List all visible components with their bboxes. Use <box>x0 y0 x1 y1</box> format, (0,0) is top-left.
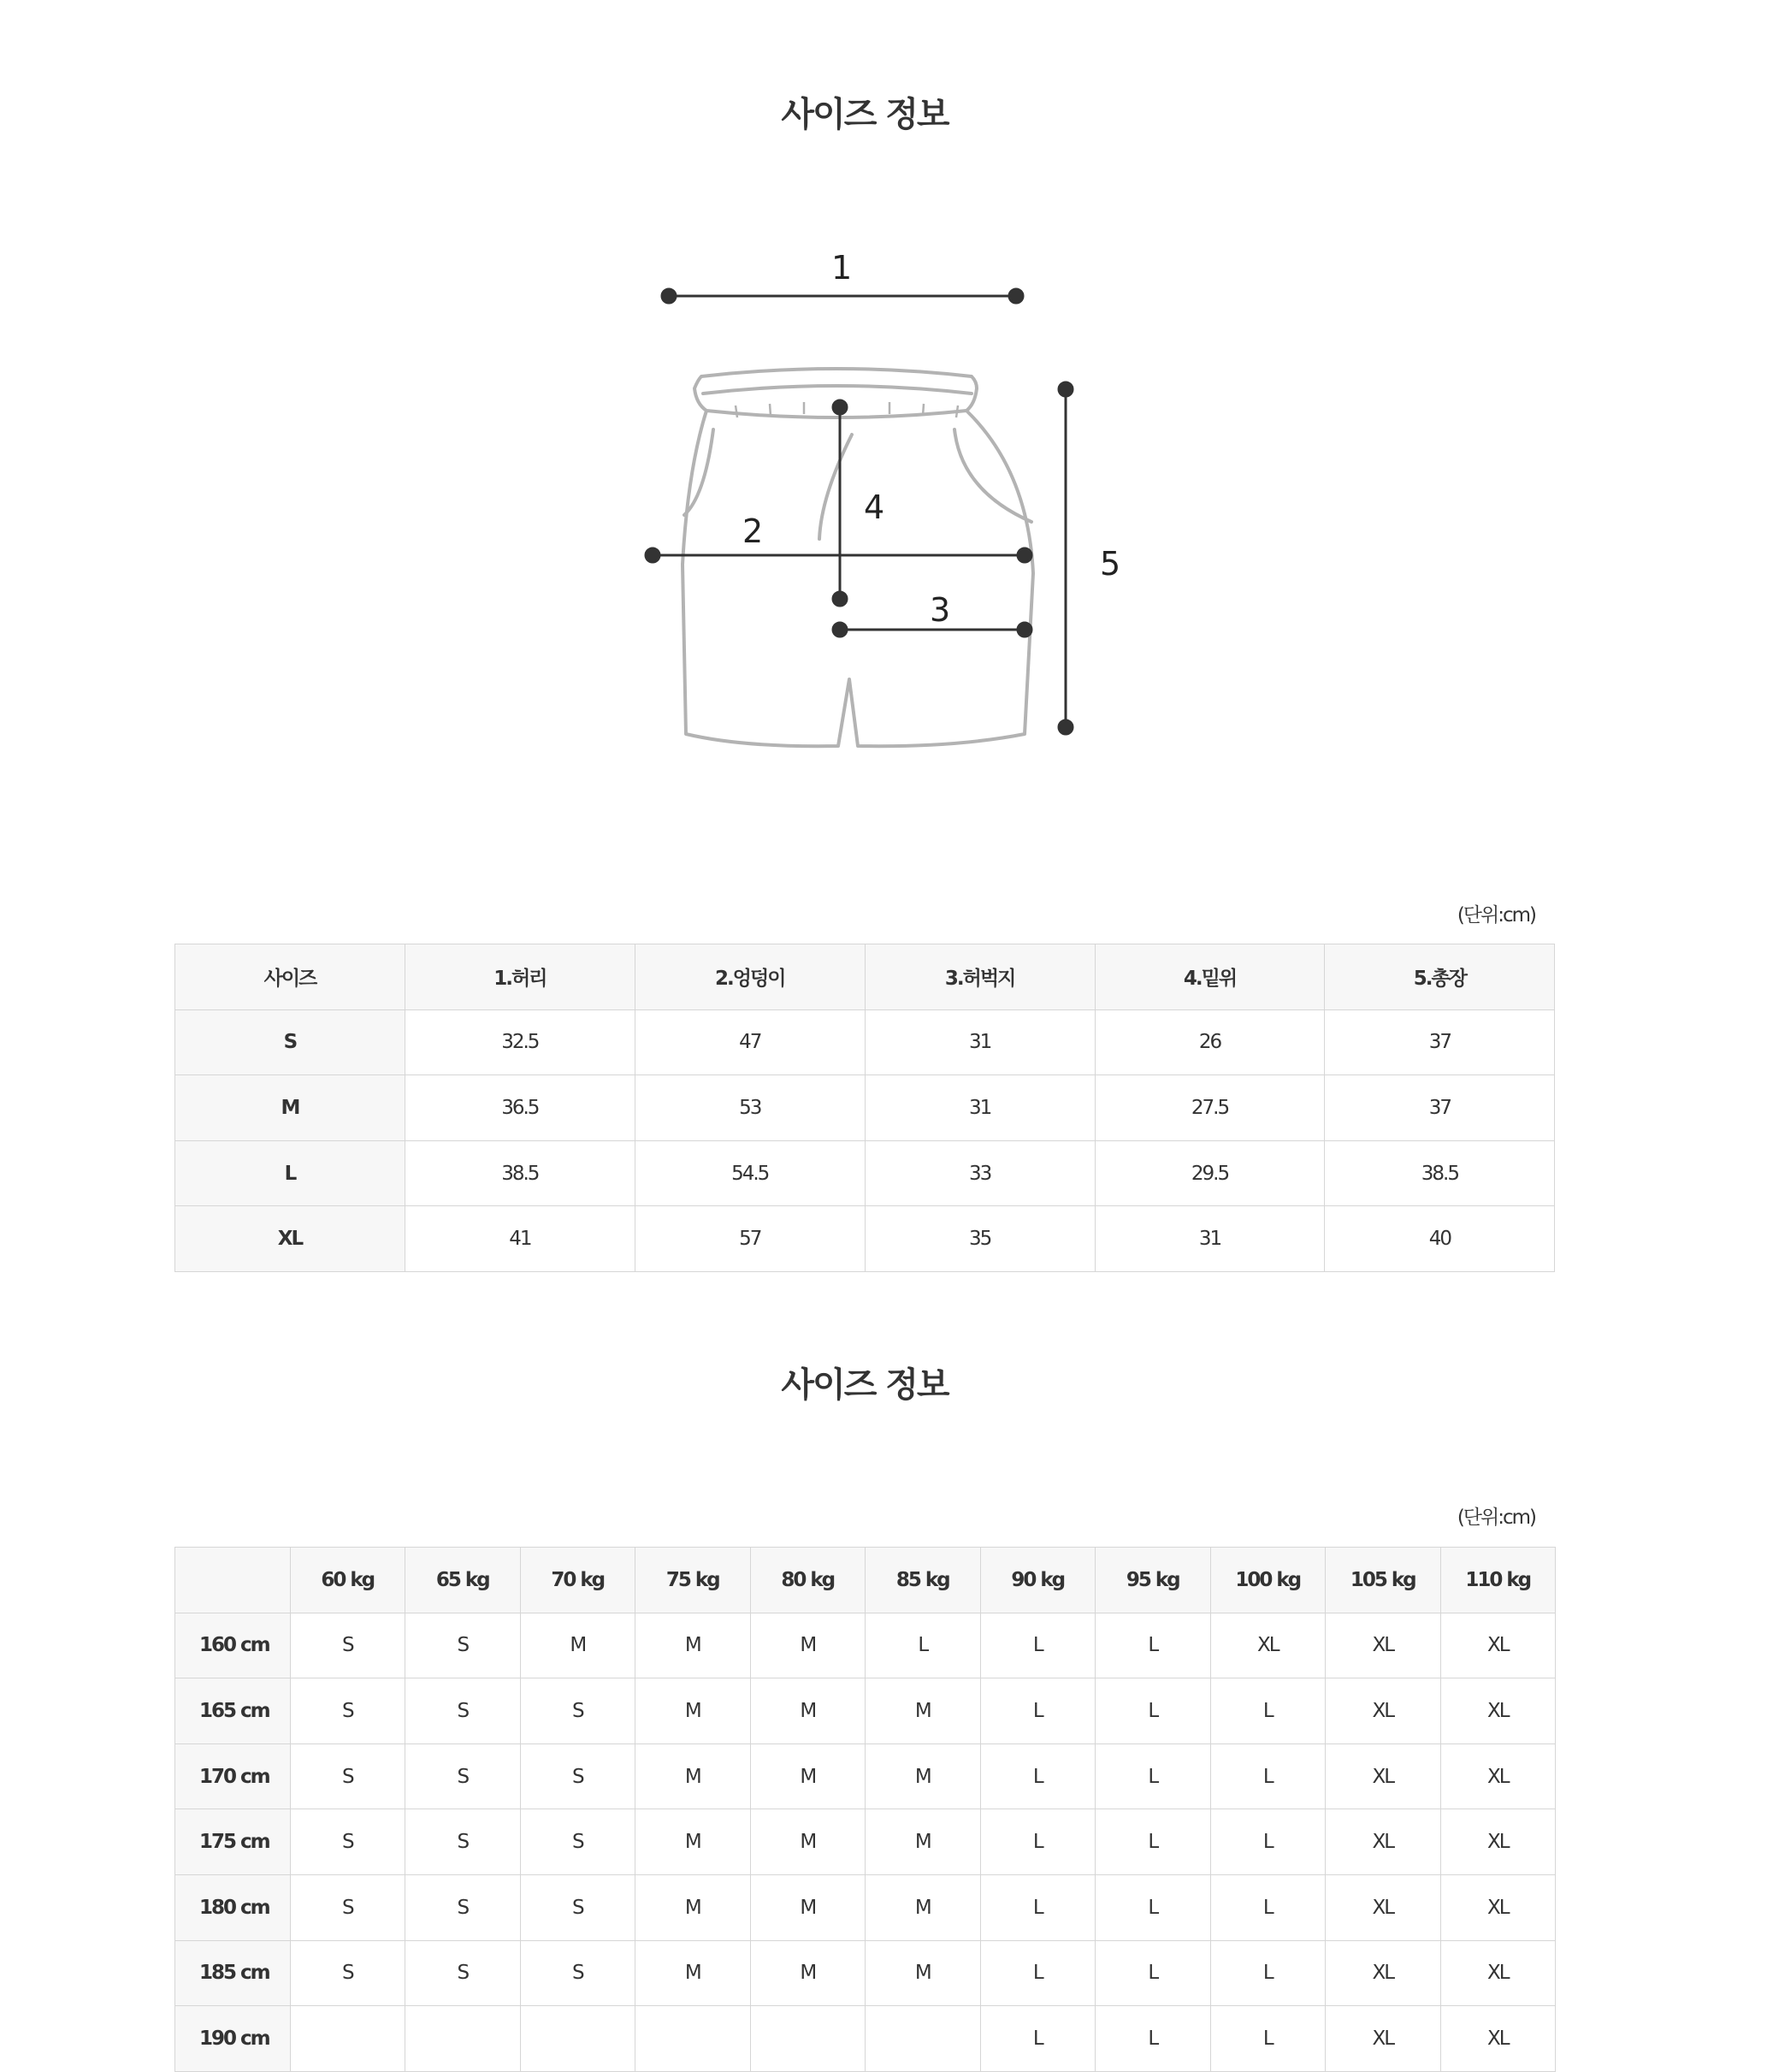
column-header: 2.엉덩이 <box>635 944 865 1010</box>
table-row <box>175 2006 1556 2072</box>
table-cell: L <box>1210 1940 1326 2006</box>
table-cell: XL <box>1210 1613 1326 1678</box>
table-row <box>175 1009 1555 1075</box>
table-cell: 36.5 <box>405 1075 635 1141</box>
table-cell: 31 <box>865 1075 1095 1141</box>
table-cell: XL <box>1326 1940 1441 2006</box>
column-header: 105 kg <box>1326 1548 1441 1613</box>
table-cell <box>290 2006 405 2072</box>
column-header: 1.허리 <box>405 944 635 1010</box>
table-cell: XL <box>1326 1678 1441 1744</box>
row-header: L <box>175 1140 405 1206</box>
table-cell: 31 <box>1095 1206 1325 1272</box>
table-row <box>175 1678 1556 1744</box>
row-header: 175 cm <box>175 1809 291 1875</box>
table-cell: M <box>750 1940 866 2006</box>
column-header: 사이즈 <box>175 944 405 1010</box>
table-cell <box>866 2006 981 2072</box>
table-cell: 26 <box>1095 1009 1325 1075</box>
column-header: 70 kg <box>520 1548 635 1613</box>
table-cell: XL <box>1326 1743 1441 1809</box>
table-cell: M <box>750 1613 866 1678</box>
table-cell: XL <box>1326 1809 1441 1875</box>
table-cell: L <box>1096 2006 1211 2072</box>
table-cell: 41 <box>405 1206 635 1272</box>
label-4: 4 <box>864 488 885 526</box>
row-header: 180 cm <box>175 1874 291 1940</box>
table-cell: S <box>405 1613 521 1678</box>
waistband-inner <box>703 386 972 394</box>
row-header: 170 cm <box>175 1743 291 1809</box>
size-table <box>174 944 1555 1272</box>
table-cell <box>520 2006 635 2072</box>
column-header: 3.허벅지 <box>865 944 1095 1010</box>
table-cell: 37 <box>1325 1075 1555 1141</box>
table-row <box>175 1075 1555 1141</box>
size-recommendation-table <box>174 1547 1556 2072</box>
table-cell: M <box>750 1809 866 1875</box>
row-header: M <box>175 1075 405 1141</box>
table-cell: L <box>980 1678 1096 1744</box>
table-cell: 31 <box>865 1009 1095 1075</box>
table-cell: XL <box>1440 1613 1556 1678</box>
table-cell: L <box>980 1874 1096 1940</box>
table-cell: 38.5 <box>1325 1140 1555 1206</box>
table-cell: M <box>866 1678 981 1744</box>
table-cell: S <box>520 1743 635 1809</box>
table-row <box>175 1809 1556 1875</box>
column-header: 60 kg <box>290 1548 405 1613</box>
table-header-row <box>175 944 1555 1010</box>
table-cell: 54.5 <box>635 1140 865 1206</box>
table-cell: L <box>1210 1678 1326 1744</box>
table-cell: L <box>980 1613 1096 1678</box>
table-row <box>175 1206 1555 1272</box>
table-cell: XL <box>1440 1678 1556 1744</box>
table-cell: L <box>1096 1940 1211 2006</box>
table-cell: 35 <box>865 1206 1095 1272</box>
table-cell: L <box>980 2006 1096 2072</box>
row-header: S <box>175 1009 405 1075</box>
table-cell: L <box>1096 1678 1211 1744</box>
table-cell: L <box>1210 1743 1326 1809</box>
column-header: 65 kg <box>405 1548 521 1613</box>
table-cell: S <box>290 1678 405 1744</box>
table-cell: M <box>866 1874 981 1940</box>
shorts-body-outline <box>683 411 1033 746</box>
unit-label: (단위:cm) <box>1457 1507 1535 1529</box>
table-cell: 33 <box>865 1140 1095 1206</box>
table-cell: M <box>520 1613 635 1678</box>
label-3: 3 <box>930 591 951 629</box>
column-header: 110 kg <box>1440 1548 1556 1613</box>
table-cell: 32.5 <box>405 1009 635 1075</box>
column-header: 95 kg <box>1096 1548 1211 1613</box>
table-cell: 37 <box>1325 1009 1555 1075</box>
table-cell: L <box>1096 1613 1211 1678</box>
table-cell: L <box>1096 1874 1211 1940</box>
table-cell: 40 <box>1325 1206 1555 1272</box>
table-cell: XL <box>1326 2006 1441 2072</box>
table-cell: M <box>635 1613 751 1678</box>
table-cell <box>405 2006 521 2072</box>
table-row <box>175 1874 1556 1940</box>
table-cell: XL <box>1440 2006 1556 2072</box>
drawstring <box>819 435 852 539</box>
table-cell: L <box>1210 2006 1326 2072</box>
table-cell: L <box>1210 1874 1326 1940</box>
table-cell: XL <box>1440 1809 1556 1875</box>
table-cell: S <box>290 1940 405 2006</box>
table-cell: M <box>750 1874 866 1940</box>
shorts-measurement-diagram <box>616 240 1146 770</box>
table-cell: S <box>290 1874 405 1940</box>
column-header: 90 kg <box>980 1548 1096 1613</box>
table-cell: L <box>1096 1743 1211 1809</box>
label-1: 1 <box>831 249 853 287</box>
table-row <box>175 1743 1556 1809</box>
table-cell: L <box>866 1613 981 1678</box>
row-header: 190 cm <box>175 2006 291 2072</box>
table-cell <box>635 2006 751 2072</box>
table-row <box>175 1940 1556 2006</box>
table-cell: M <box>750 1678 866 1744</box>
table-cell: L <box>980 1743 1096 1809</box>
row-header: 165 cm <box>175 1678 291 1744</box>
table-cell: M <box>866 1743 981 1809</box>
table-cell: XL <box>1326 1874 1441 1940</box>
table-cell: S <box>520 1809 635 1875</box>
table-cell: S <box>290 1809 405 1875</box>
column-header: 75 kg <box>635 1548 751 1613</box>
table-cell: 29.5 <box>1095 1140 1325 1206</box>
row-header: XL <box>175 1206 405 1272</box>
table-cell: M <box>750 1743 866 1809</box>
section-title: 사이즈 정보 <box>781 1365 949 1405</box>
table-cell: 38.5 <box>405 1140 635 1206</box>
table-cell: S <box>405 1874 521 1940</box>
table-cell: M <box>866 1940 981 2006</box>
table-cell: S <box>405 1940 521 2006</box>
table-cell: XL <box>1326 1613 1441 1678</box>
section-title: 사이즈 정보 <box>781 95 949 134</box>
table-cell: M <box>635 1743 751 1809</box>
table-cell: M <box>635 1809 751 1875</box>
corner-cell <box>175 1548 291 1613</box>
table-cell: S <box>405 1743 521 1809</box>
table-cell: 57 <box>635 1206 865 1272</box>
table-row <box>175 1613 1556 1678</box>
table-cell: M <box>635 1874 751 1940</box>
table-cell: XL <box>1440 1940 1556 2006</box>
table-cell: S <box>520 1678 635 1744</box>
table-cell: S <box>405 1809 521 1875</box>
table-cell: 53 <box>635 1075 865 1141</box>
table-cell: S <box>405 1678 521 1744</box>
column-header: 100 kg <box>1210 1548 1326 1613</box>
column-header: 85 kg <box>866 1548 981 1613</box>
column-header: 4.밑위 <box>1095 944 1325 1010</box>
table-cell: L <box>1210 1809 1326 1875</box>
table-cell: L <box>980 1809 1096 1875</box>
table-cell: M <box>635 1678 751 1744</box>
label-2: 2 <box>742 512 764 550</box>
unit-label: (단위:cm) <box>1457 904 1535 926</box>
table-cell: 27.5 <box>1095 1075 1325 1141</box>
table-cell <box>750 2006 866 2072</box>
row-header: 160 cm <box>175 1613 291 1678</box>
table-cell: XL <box>1440 1743 1556 1809</box>
table-cell: S <box>520 1874 635 1940</box>
column-header: 5.총장 <box>1325 944 1555 1010</box>
table-cell: M <box>635 1940 751 2006</box>
table-row <box>175 1140 1555 1206</box>
table-cell: L <box>980 1940 1096 2006</box>
row-header: 185 cm <box>175 1940 291 2006</box>
table-cell: XL <box>1440 1874 1556 1940</box>
column-header: 80 kg <box>750 1548 866 1613</box>
table-cell: M <box>866 1809 981 1875</box>
table-header-row <box>175 1548 1556 1613</box>
table-cell: S <box>290 1613 405 1678</box>
table-cell: S <box>290 1743 405 1809</box>
label-5: 5 <box>1100 545 1121 583</box>
table-cell: L <box>1096 1809 1211 1875</box>
table-cell: 47 <box>635 1009 865 1075</box>
table-cell: S <box>520 1940 635 2006</box>
